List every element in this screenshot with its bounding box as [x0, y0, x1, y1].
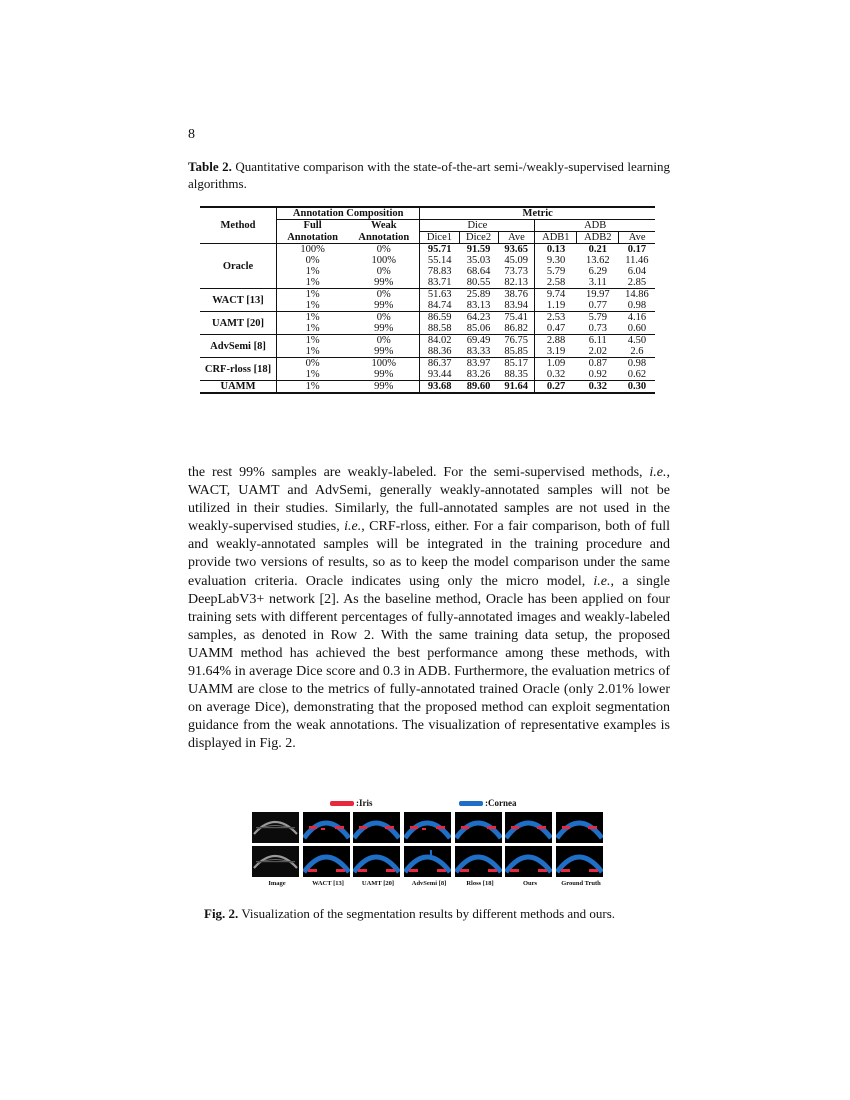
body-text-part: the rest 99% samples are weakly-labeled. For the semi-supervised methods,: [188, 465, 650, 480]
body-text-ie: i.e.: [593, 573, 611, 589]
legend-label-cornea: :Cornea: [485, 798, 517, 808]
table-cell: 3.11: [588, 277, 607, 288]
table-cell: 1%: [277, 335, 349, 347]
table-cell: 99%: [348, 346, 420, 358]
table-cell: 0%: [348, 244, 420, 256]
table-cell: 93.44: [427, 369, 452, 380]
table-cell: 2.6: [630, 346, 644, 357]
table-cell: 0%: [305, 255, 320, 266]
legend-item-cornea: [459, 798, 517, 808]
table-row: [200, 381, 655, 394]
legend-swatch-cornea: [459, 801, 483, 806]
table-caption: [188, 158, 670, 192]
body-text-ie: i.e.: [649, 465, 667, 480]
segmentation-tile: [505, 812, 552, 843]
body-text-part: , a single DeepLabV3+ network [2]. As the baseline method, Oracle has been applied on four training sets with different percentages of fully-annotated images and weakly-labeled samples, as denoted in Row 2. With the same training data setup, the proposed UAMM method has achieved the best performance among these methods, with 91.64% in average Dice score and 0.3 in ADB. Furthermore, the evaluation metrics of UAMM are close to the metrics of fully-annotated trained Oracle (only 2.01% lower on average Dice), demonstrating that the proposed method can exploit segmentation guidance from the weak annotations. The visualization of representative examples is displayed in Fig. 2.: [188, 573, 671, 752]
table-row: [200, 335, 655, 347]
segmentation-tile: [404, 812, 451, 843]
table-cell: 55.14: [427, 255, 452, 266]
legend-swatch-iris: [330, 801, 354, 806]
oct-image-tile: [252, 846, 299, 877]
header-weak-2: Annotation: [348, 232, 420, 244]
table-cell: 100%: [348, 255, 420, 266]
table-cell: 0.62: [627, 369, 647, 380]
legend-label-iris: :Iris: [356, 798, 373, 808]
table-cell: 99%: [348, 323, 420, 335]
table-cell: 0%: [348, 335, 420, 347]
table-cell: 1%: [305, 369, 320, 380]
segmentation-tile: [353, 812, 400, 843]
table-cell: 68.64: [466, 266, 491, 277]
table-cell: 5.79: [546, 266, 566, 277]
table-cell: 1%: [277, 312, 349, 324]
table-cell: 83.71: [427, 277, 452, 288]
table-cell: 93.68: [420, 381, 459, 394]
figure-legend: [252, 798, 604, 812]
column-label-ours: Ours: [522, 880, 538, 887]
table-cell: 69.49: [459, 335, 498, 347]
table-cell: 6.11: [577, 335, 619, 347]
table-cell: 73.73: [498, 266, 535, 277]
table-row: [200, 358, 655, 370]
figure-caption-label: Fig. 2.: [204, 906, 239, 921]
segmentation-tile: [455, 812, 502, 843]
table-cell: 91.64: [498, 381, 535, 394]
column-label-ground-truth: Ground Truth: [561, 880, 601, 887]
table-row: [200, 244, 655, 256]
table-cell: 38.76: [498, 289, 535, 301]
header-ave-adb: Ave: [619, 232, 655, 244]
header-annotation-composition: Annotation Composition: [277, 207, 420, 220]
body-paragraph: [188, 464, 670, 754]
table-cell: 1%: [305, 346, 320, 357]
header-adb: ADB: [535, 220, 655, 232]
table-cell: 0.98: [627, 300, 647, 311]
table-cell: 2.58: [546, 277, 566, 288]
table-cell: 99%: [348, 300, 420, 312]
table-cell: 2.02: [588, 346, 607, 357]
table-cell: 45.09: [498, 255, 535, 266]
table-cell: 1.19: [546, 300, 566, 311]
table-cell: 84.74: [427, 300, 452, 311]
table-cell: 76.75: [498, 335, 535, 347]
table-cell: 83.94: [498, 300, 535, 312]
table-cell: 88.36: [427, 346, 452, 357]
table-cell: 5.79: [577, 312, 619, 324]
table-cell: 86.82: [498, 323, 535, 335]
table-cell: 86.59: [420, 312, 459, 324]
column-label-image: Image: [268, 880, 286, 887]
table-cell: 3.19: [546, 346, 566, 357]
segmentation-tile: [556, 812, 603, 843]
table-cell: 85.06: [466, 323, 491, 334]
table-cell: 91.59: [459, 244, 498, 256]
table-cell: 0.92: [588, 369, 607, 380]
segmentation-tile: [353, 846, 400, 877]
header-full-1: Full: [303, 220, 322, 232]
table-cell: 0.87: [577, 358, 619, 370]
table-cell: 0.73: [588, 323, 607, 334]
table-cell: 35.03: [466, 255, 491, 266]
table-cell: 0%: [348, 266, 420, 277]
segmentation-tile: [455, 846, 502, 877]
table-caption-label: Table 2.: [188, 159, 232, 174]
oct-image-tile: [252, 812, 299, 843]
table-cell: 78.83: [427, 266, 452, 277]
table-cell: 4.16: [619, 312, 655, 324]
table-cell: 11.46: [625, 255, 649, 266]
table-cell: 1%: [305, 300, 320, 311]
table-cell: 0.47: [546, 323, 566, 334]
header-adb1: ADB1: [535, 232, 577, 244]
table-row: [200, 312, 655, 324]
table-cell: 2.53: [535, 312, 577, 324]
table-cell: 88.58: [427, 323, 452, 334]
table-cell: 0.13: [535, 244, 577, 256]
header-weak-1: Weak: [348, 220, 420, 232]
table-cell: 1.09: [535, 358, 577, 370]
column-label-advsemi: AdvSemi [8]: [411, 880, 447, 887]
table-cell: 0.98: [619, 358, 655, 370]
results-table: [200, 206, 655, 394]
table-cell: 83.26: [466, 369, 491, 380]
header-dice: Dice: [420, 220, 535, 232]
segmentation-tile: [505, 846, 552, 877]
table-cell: 51.63: [420, 289, 459, 301]
table-cell: 88.35: [498, 369, 535, 381]
table-cell: 82.13: [498, 277, 535, 289]
header-metric: Metric: [420, 207, 655, 220]
table-cell: 4.50: [619, 335, 655, 347]
table-body: [200, 244, 655, 394]
table-cell: 6.04: [627, 266, 647, 277]
table-cell: 0.27: [535, 381, 577, 394]
figure-caption: [204, 906, 664, 922]
header-full-2: Annotation: [277, 232, 349, 244]
table-cell: 0.32: [546, 369, 566, 380]
table-cell: 2.88: [535, 335, 577, 347]
header-dice1: Dice1: [420, 232, 459, 244]
table-cell: 75.41: [498, 312, 535, 324]
table-cell: 1%: [305, 266, 320, 277]
method-name: CRF-rloss [18]: [200, 358, 277, 381]
header-ave-dice: Ave: [498, 232, 535, 244]
table-cell: 99%: [348, 381, 420, 394]
table-cell: 100%: [277, 244, 349, 256]
table-cell: 0%: [348, 289, 420, 301]
table-cell: 1%: [277, 289, 349, 301]
table-cell: 85.85: [498, 346, 535, 358]
table-cell: 1%: [277, 381, 349, 394]
body-text-part: , CRF-rloss, either. For a fair comparison, both of full and weakly-annotated samples will be integrated in the training procedure and provide two versions of results, so as to keep the model comparison under the same evaluation criteria. Oracle indicates using only the micro model,: [188, 519, 670, 589]
table-cell: 64.23: [459, 312, 498, 324]
table-cell: 83.13: [466, 300, 491, 311]
table-cell: 0%: [277, 358, 349, 370]
table-cell: 25.89: [459, 289, 498, 301]
table-cell: 99%: [348, 277, 420, 289]
table-cell: 9.30: [546, 255, 566, 266]
table-caption-text: Quantitative comparison with the state-of-the-art semi-/weakly-supervised learning algorithms.: [188, 159, 670, 191]
table-cell: 6.29: [588, 266, 607, 277]
figure-column-labels: [252, 880, 604, 892]
table-cell: 89.60: [459, 381, 498, 394]
table-cell: 9.74: [535, 289, 577, 301]
segmentation-tile: [303, 846, 350, 877]
table-cell: 85.17: [498, 358, 535, 370]
method-name: UAMT [20]: [200, 312, 277, 335]
table-cell: 0.30: [619, 381, 655, 394]
table-cell: 80.55: [466, 277, 491, 288]
table-cell: 14.86: [619, 289, 655, 301]
table-cell: 86.37: [420, 358, 459, 370]
method-name: UAMM: [200, 381, 277, 394]
body-text-ie: i.e.: [344, 519, 362, 535]
segmentation-tile: [556, 846, 603, 877]
table-cell: 95.71: [420, 244, 459, 256]
table-cell: 93.65: [498, 244, 535, 256]
table-cell: 13.62: [585, 255, 610, 266]
header-dice2: Dice2: [459, 232, 498, 244]
method-name: AdvSemi [8]: [200, 335, 277, 358]
segmentation-tile: [404, 846, 451, 877]
table-cell: 99%: [348, 369, 420, 381]
table-cell: 83.33: [466, 346, 491, 357]
method-name: Oracle: [200, 244, 277, 289]
table-cell: 0.60: [627, 323, 647, 334]
page-number: 8: [188, 127, 195, 142]
table-cell: 0.32: [577, 381, 619, 394]
figure-caption-text: Visualization of the segmentation results by different methods and ours.: [241, 906, 616, 921]
column-label-uamt: UAMT [20]: [361, 880, 395, 887]
table-cell: 19.97: [577, 289, 619, 301]
segmentation-tile: [303, 812, 350, 843]
column-label-rloss: Rloss [18]: [466, 880, 494, 887]
header-adb2: ADB2: [577, 232, 619, 244]
table-cell: 0%: [348, 312, 420, 324]
table-cell: 100%: [348, 358, 420, 370]
legend-item-iris: [330, 798, 373, 808]
segmentation-figure: [252, 798, 604, 894]
table-cell: 1%: [305, 323, 320, 334]
table-cell: 0.17: [619, 244, 655, 256]
body-text-part: , WACT, UAMT and AdvSemi, generally weakly-annotated samples will not be utilized in their studies. Similarly, the full-annotated samples are not used in the weakly-supervised studies,: [188, 465, 670, 535]
table-cell: 0.21: [577, 244, 619, 256]
method-name: WACT [13]: [200, 289, 277, 312]
table-cell: 83.97: [459, 358, 498, 370]
table-row: [200, 289, 655, 301]
column-label-wact: WACT [13]: [312, 880, 344, 887]
table-cell: 2.85: [627, 277, 647, 288]
table-cell: 84.02: [420, 335, 459, 347]
header-method: Method: [200, 207, 277, 244]
table-cell: 0.77: [588, 300, 607, 311]
table-cell: 1%: [305, 277, 320, 288]
